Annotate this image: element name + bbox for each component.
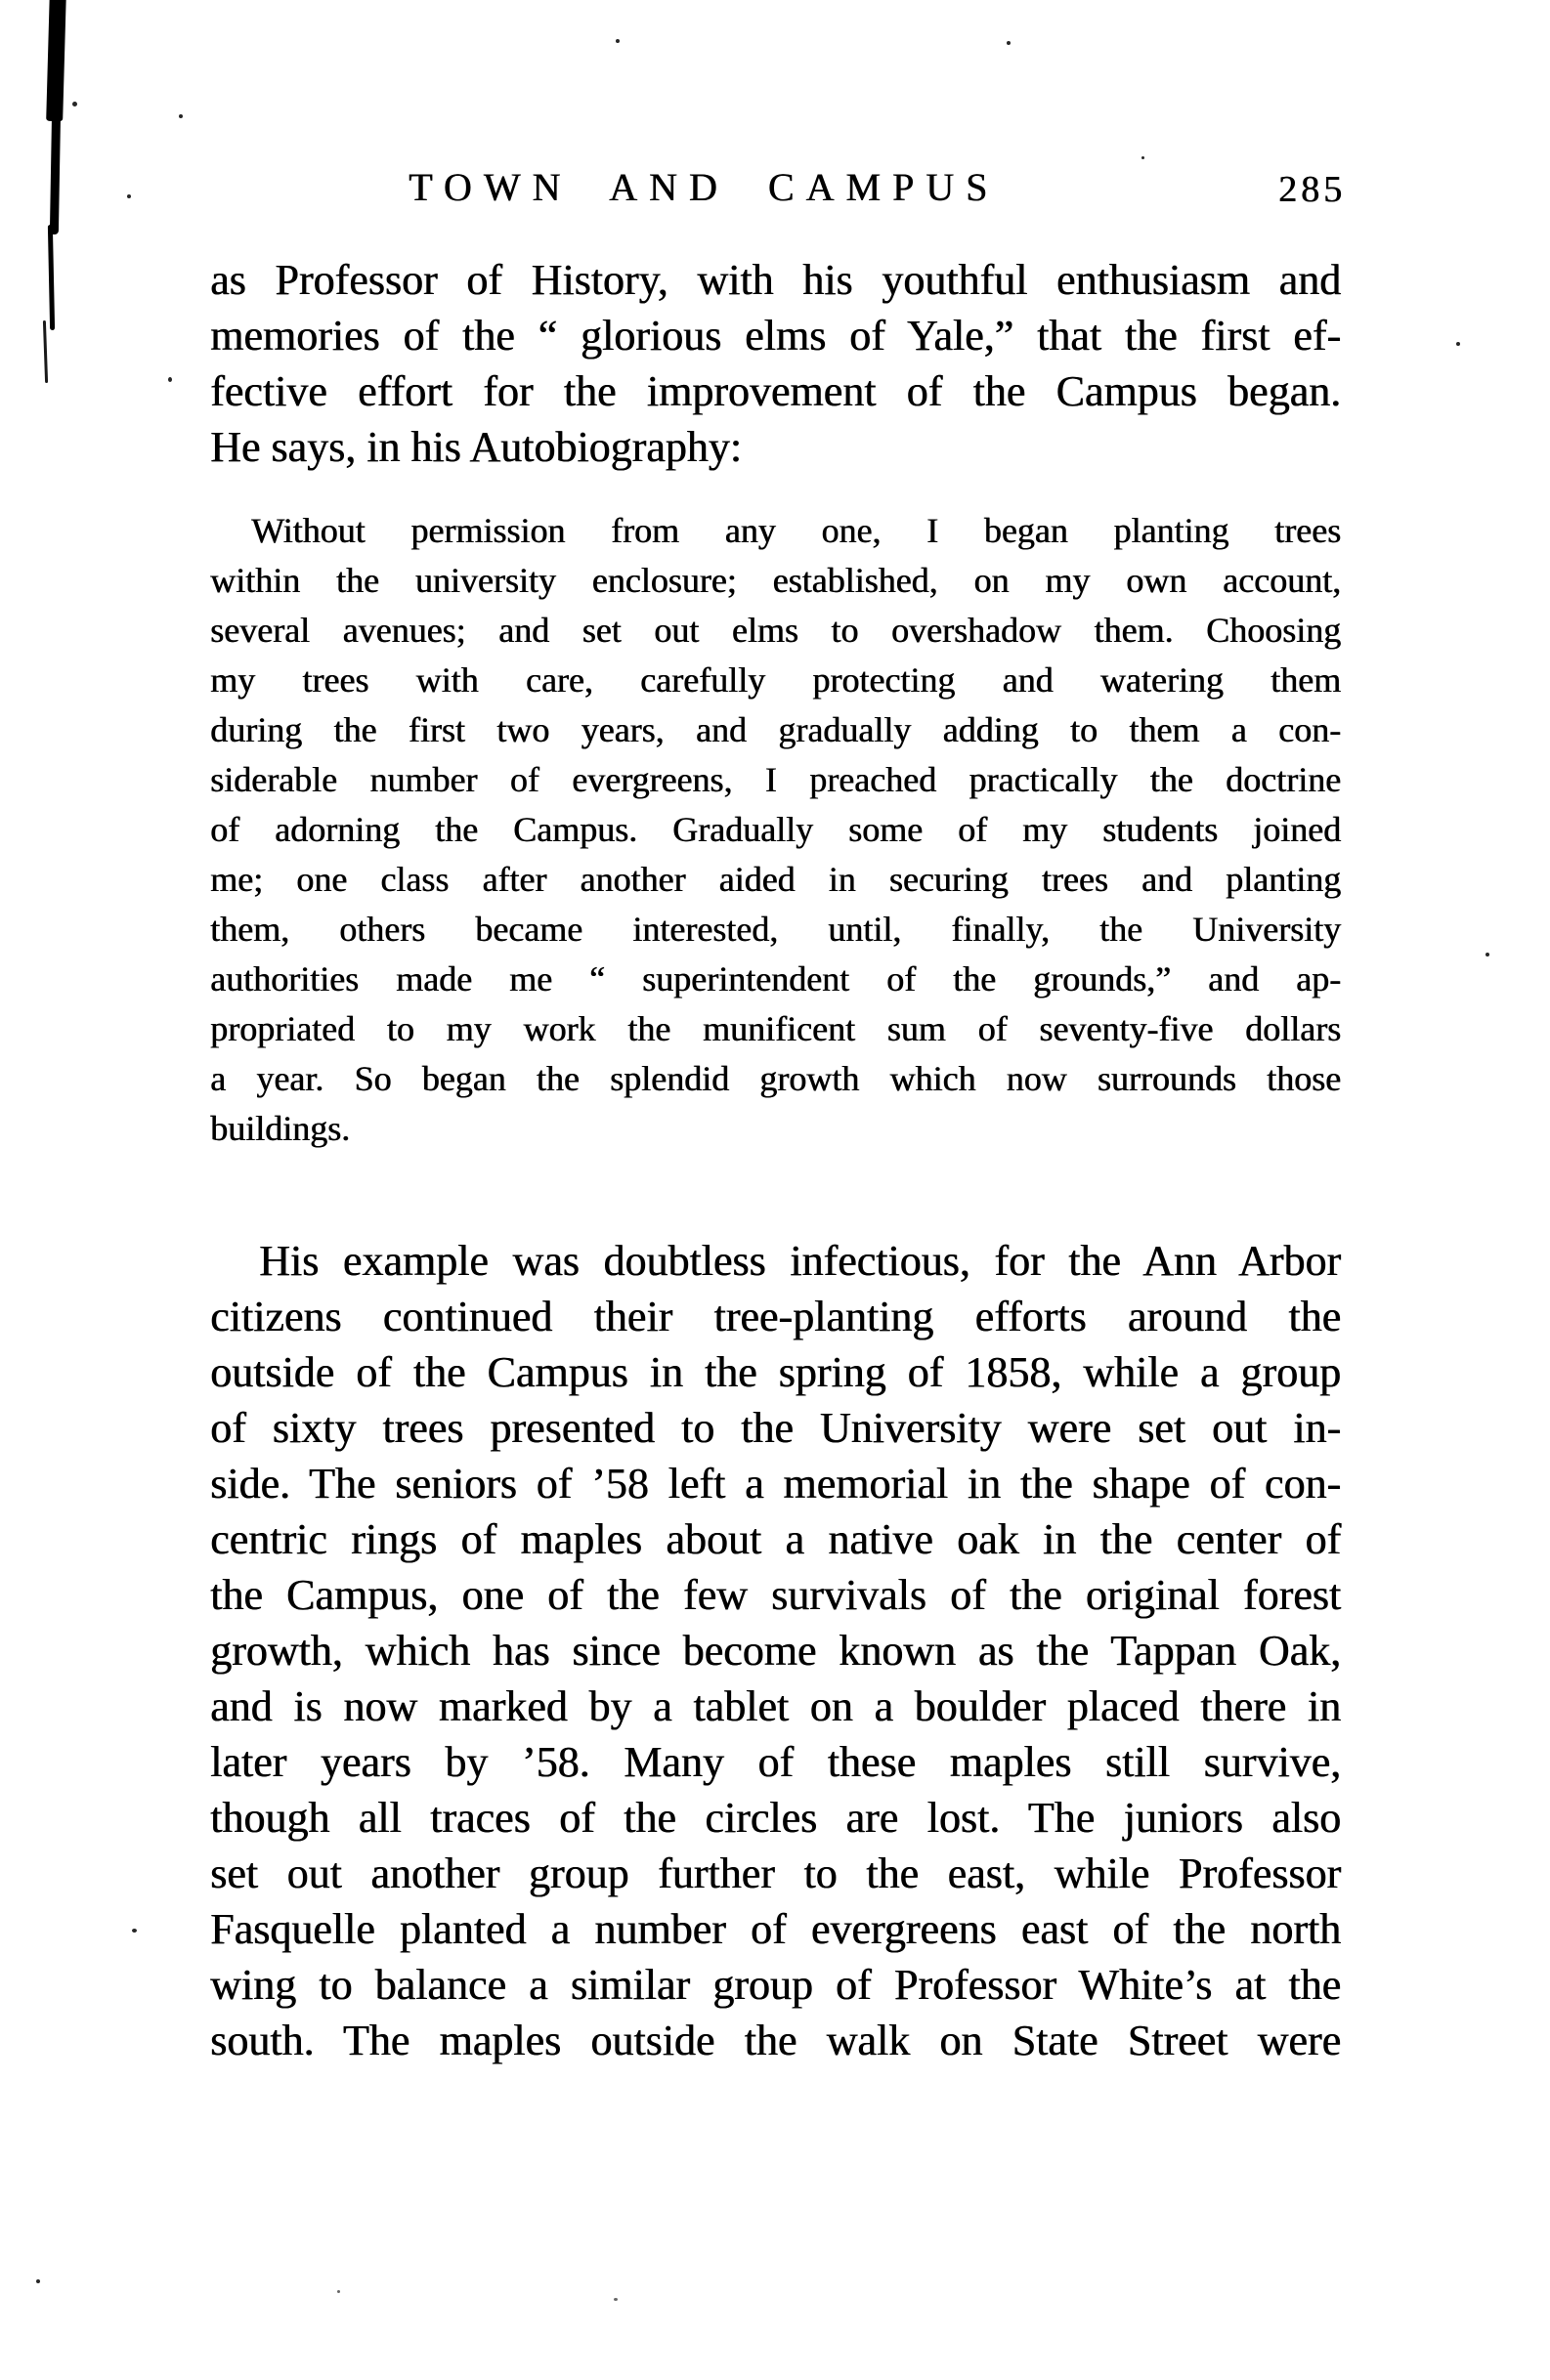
text-block xyxy=(210,0,1341,2380)
quote-line: siderable number of evergreens, I preached practically the doctrine xyxy=(210,760,1341,799)
text-line: He says, in his Autobiography: xyxy=(210,423,742,471)
scan-speck xyxy=(1456,342,1460,346)
scan-speck xyxy=(1485,953,1489,956)
text-line: Fasquelle planted a number of evergreens east of the north xyxy=(210,1905,1341,1953)
opening-paragraph xyxy=(210,252,1341,475)
text-line: fective effort for the improvement of the Campus began. xyxy=(210,367,1341,415)
scan-speck xyxy=(72,102,77,106)
text-line: though all traces of the circles are lost. The juniors also xyxy=(210,1794,1341,1842)
text-line: His example was doubtless infectious, for the Ann Arbor xyxy=(259,1237,1341,1285)
ink-smudge xyxy=(43,320,48,383)
quote-line: a year. So began the splendid growth which now surrounds those xyxy=(210,1059,1341,1098)
quote-line: them, others became interested, until, finally, the University xyxy=(210,910,1341,949)
text-line: and is now marked by a tablet on a boulder placed there in xyxy=(210,1682,1341,1730)
text-line: side. The seniors of ’58 left a memorial in the shape of con- xyxy=(210,1460,1341,1508)
ink-smudge xyxy=(48,225,55,330)
quote-line: of adorning the Campus. Gradually some of my students joined xyxy=(210,810,1341,849)
scan-speck xyxy=(36,2279,40,2283)
ink-smudge xyxy=(46,0,66,121)
ink-smudge xyxy=(50,109,61,234)
quote-line: me; one class after another aided in securing trees and planting xyxy=(210,860,1341,899)
text-line: growth, which has since become known as the Tappan Oak, xyxy=(210,1627,1341,1675)
quote-line: my trees with care, carefully protecting and watering them xyxy=(210,660,1341,700)
scan-speck xyxy=(179,114,183,118)
text-line: centric rings of maples about a native oak in the center of xyxy=(210,1515,1341,1563)
quote-line: Without permission from any one, I began planting trees xyxy=(251,511,1341,550)
quote-line: within the university enclosure; established, on my own account, xyxy=(210,561,1341,600)
scan-speck xyxy=(127,194,131,198)
text-line: outside of the Campus in the spring of 1858, while a group xyxy=(210,1348,1341,1396)
quote-line: several avenues; and set out elms to overshadow them. Choosing xyxy=(210,611,1341,650)
running-head-title: TOWN AND CAMPUS xyxy=(409,165,1000,209)
text-line: as Professor of History, with his youthful enthusiasm and xyxy=(210,256,1341,304)
quote-line: propriated to my work the munificent sum of seventy-five dollars xyxy=(210,1009,1341,1048)
quote-line: authorities made me “ superintendent of the grounds,” and ap- xyxy=(210,959,1341,999)
text-line: of sixty trees presented to the University were set out in- xyxy=(210,1404,1341,1452)
text-line: later years by ’58. Many of these maples still survive, xyxy=(210,1738,1341,1786)
page-number: 285 xyxy=(1278,169,1346,210)
text-line: set out another group further to the east, while Professor xyxy=(210,1849,1341,1897)
body-paragraph xyxy=(210,1233,1341,2068)
block-quote xyxy=(210,506,1341,1154)
text-line: the Campus, one of the few survivals of the original forest xyxy=(210,1571,1341,1619)
scan-speck xyxy=(132,1929,137,1933)
text-line: south. The maples outside the walk on State Street were xyxy=(210,2017,1341,2064)
scan-speck xyxy=(168,377,172,382)
text-line: citizens continued their tree-planting efforts around the xyxy=(210,1293,1341,1340)
quote-line: during the first two years, and gradually adding to them a con- xyxy=(210,710,1341,749)
text-line: memories of the “ glorious elms of Yale,” that the first ef- xyxy=(210,312,1341,360)
text-line: wing to balance a similar group of Professor White’s at the xyxy=(210,1961,1341,2009)
quote-line: buildings. xyxy=(210,1109,351,1148)
